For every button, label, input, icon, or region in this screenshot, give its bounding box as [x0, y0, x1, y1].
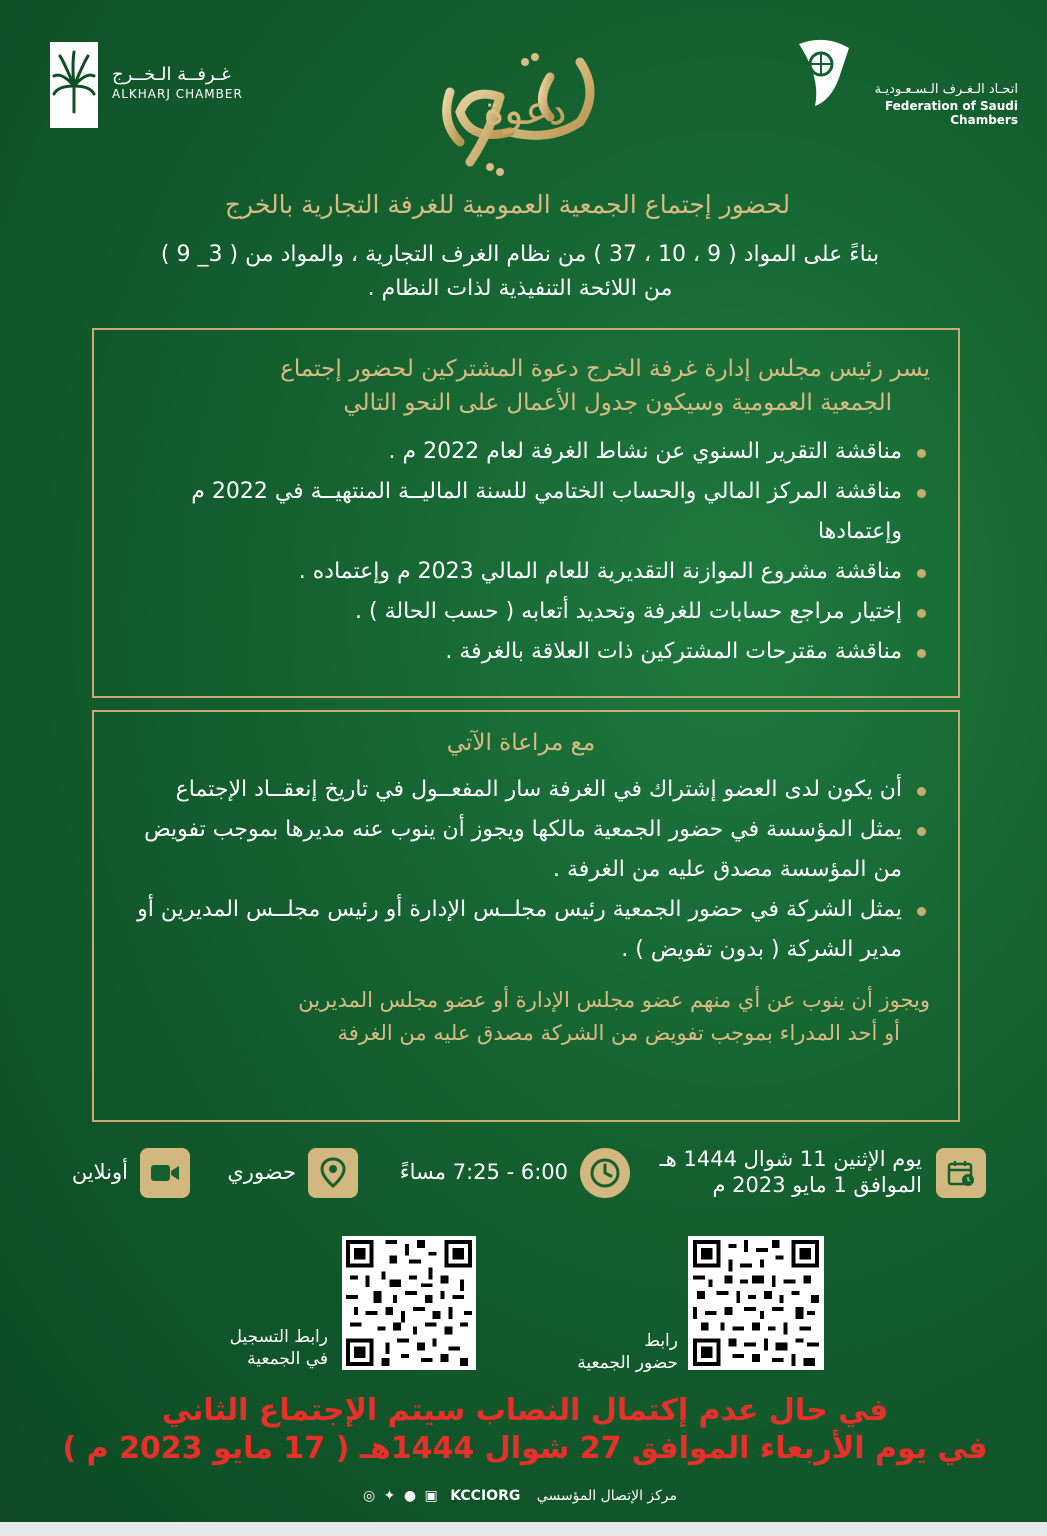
bottom-strip	[0, 1522, 1047, 1536]
agenda-box	[92, 328, 960, 698]
attend-qr-label-line-2: حضور الجمعية	[577, 1353, 678, 1373]
condition-item: يمثل المؤسسة في حضور الجمعية مالكها ويجوز أن ينوب عنه مديرها بموجب تفويض من المؤسسة مصدق عليه من الغرفة .	[112, 810, 930, 890]
condition-item: يمثل الشركة في حضور الجمعية رئيس مجلــس الإدارة أو رئيس مجلــس المديرين أو مدير الشركة ( بدون تفويض ) .	[112, 890, 930, 970]
second-meeting-note	[60, 1392, 990, 1468]
alkharj-chamber-name	[112, 64, 252, 101]
calligraphy-word: دعوة	[483, 88, 567, 134]
meeting-time: 6:00 - 7:25 مساءً	[399, 1160, 568, 1184]
federation-name	[838, 82, 1018, 127]
conditions-note-line-1: ويجوز أن ينوب عن أي منهم عضو مجلس الإدارة أو عضو مجلس المديرين	[298, 988, 930, 1012]
invitation-intro	[80, 238, 960, 306]
in-person-label: حضوري	[227, 1160, 296, 1184]
second-meeting-line-2: في يوم الأربعاء الموافق 27 شوال 1444هـ ( 17 مايو 2023 م )	[62, 1431, 988, 1466]
clock-icon	[580, 1148, 630, 1198]
meeting-date	[660, 1146, 922, 1198]
instagram-icon[interactable]: ▣	[424, 1488, 440, 1504]
condition-item: أن يكون لدى العضو إشتراك في الغرفة سار المفعــول في تاريخ إنعقــاد الإجتماع	[112, 770, 930, 810]
agenda-item: إختيار مراجع حسابات للغرفة وتحديد أتعابه ( حسب الحالة ) .	[118, 592, 930, 632]
second-meeting-line-1: في حال عدم إكتمال النصاب سيتم الإجتماع الثاني	[161, 1393, 889, 1428]
agenda-list	[118, 432, 930, 672]
federation-name-ar: اتحـاد الـغـرف الـسـعـوديـة	[874, 82, 1018, 97]
invitation-title: لحضور إجتماع الجمعية العمومية للغرفة التجارية بالخرج	[224, 190, 791, 219]
attend-qr-code[interactable]	[688, 1236, 824, 1370]
meeting-date-gregorian: الموافق 1 مايو 2023 م	[712, 1173, 922, 1197]
agenda-item: مناقشة التقرير السنوي عن نشاط الغرفة لعام 2022 م .	[118, 432, 930, 472]
video-camera-icon	[140, 1148, 190, 1198]
conditions-list	[112, 770, 930, 970]
agenda-item: مناقشة مشروع الموازنة التقديرية للعام المالي 2023 م وإعتماده .	[118, 552, 930, 592]
alkharj-chamber-name-en: ALKHARJ CHAMBER	[112, 87, 243, 101]
alkharj-chamber-logo	[50, 42, 98, 128]
intro-line-2: من اللائحة التنفيذية لذات النظام .	[367, 276, 673, 301]
agenda-heading-line-1: يسر رئيس مجلس إدارة غرفة الخرج دعوة المشتركين لحضور إجتماع	[280, 356, 930, 382]
location-pin-icon	[308, 1148, 358, 1198]
register-qr-label	[196, 1326, 328, 1370]
agenda-heading-line-2: الجمعية العمومية وسيكون جدول الأعمال على النحو التالي	[343, 390, 892, 416]
calendar-icon	[936, 1148, 986, 1198]
attend-qr-label-line-1: رابط	[644, 1331, 678, 1351]
social-handle[interactable]: KCCIORG	[450, 1488, 521, 1504]
register-qr-label-line-2: في الجمعية	[247, 1349, 328, 1369]
globe-icon[interactable]: ◎	[362, 1488, 378, 1504]
invitation-calligraphy	[430, 32, 620, 182]
register-qr-label-line-1: رابط التسجيل	[229, 1327, 328, 1347]
conditions-box	[92, 710, 960, 1122]
intro-line-1: بناءً على المواد ( 9 ، 10 ، 37 ) من نظام الغرف التجارية ، والمواد من ( 3_ 9 )	[160, 242, 880, 267]
attend-qr-label	[540, 1330, 678, 1374]
footer	[340, 1488, 700, 1504]
alkharj-chamber-name-ar: غـرفــة الـخــرج	[112, 64, 231, 85]
snapchat-icon[interactable]: ●	[403, 1488, 419, 1504]
meeting-date-hijri: يوم الإثنين 11 شوال 1444 هـ	[659, 1147, 922, 1171]
conditions-heading: مع مراعاة الآتي	[446, 730, 596, 756]
twitter-icon[interactable]: ✦	[383, 1488, 398, 1504]
register-qr-code[interactable]	[342, 1236, 476, 1370]
agenda-item: مناقشة المركز المالي والحساب الختامي للسنة الماليــة المنتهيــة في 2022 م وإعتمادها	[118, 472, 930, 552]
conditions-note-line-2: أو أحد المدراء بموجب تفويض من الشركة مصدق عليه من الغرفة	[337, 1021, 900, 1045]
federation-name-en: Federation of Saudi Chambers	[884, 99, 1018, 127]
comm-center-name: مركز الإتصال المؤسسي	[536, 1488, 678, 1504]
social-icons	[363, 1488, 446, 1504]
online-label: أونلاين	[71, 1160, 128, 1184]
agenda-item: مناقشة مقترحات المشتركين ذات العلاقة بالغرفة .	[118, 632, 930, 672]
palm-icon	[50, 42, 98, 128]
